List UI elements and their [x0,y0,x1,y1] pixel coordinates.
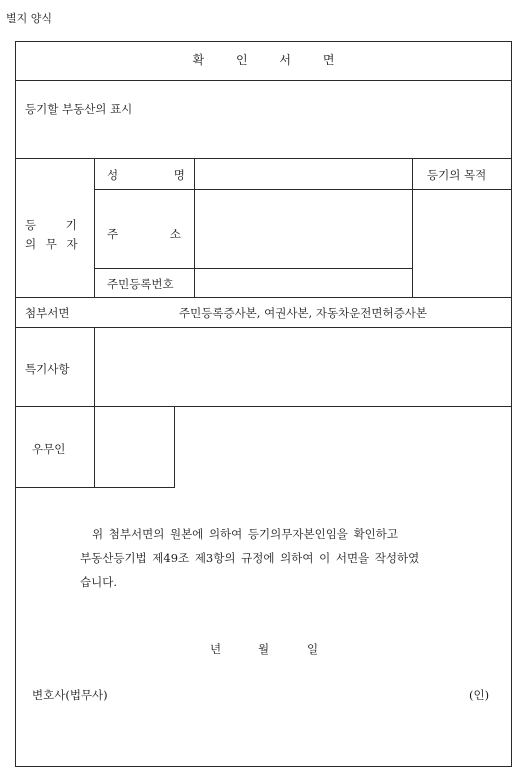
col-divider-field [194,158,195,297]
form-border-top [15,41,512,42]
obligor-label-line2: 의 무 자 [25,237,78,251]
id-number-field[interactable] [196,270,411,296]
statement-line-2: 부동산등기법 제49조 제3항의 규정에 의하여 이 서면을 작성하였 [80,551,420,565]
col-divider-label-lower [94,327,95,488]
form-title: 확 인 서 면 [192,53,335,67]
name-field[interactable] [196,160,411,188]
registration-purpose-label: 등기의 목적 [427,168,487,182]
col-divider-purpose [412,158,413,297]
registration-purpose-field[interactable] [414,191,510,296]
form-border-right [511,41,512,767]
date-month: 월 [258,642,270,656]
divider-property [15,158,512,159]
divider-title [15,80,512,81]
address-label: 주 소 [107,227,181,241]
date-year: 년 [210,642,222,656]
statement-line-1: 위 첨부서면의 원본에 의하여 등기의무자본인임을 확인하고 [92,527,398,541]
form-border-left [15,41,16,767]
id-number-label: 주민등록번호 [107,277,174,291]
attachments-value: 주민등록증사본, 여권사본, 자동차운전면허증사본 [179,306,427,320]
divider-thumbprint [15,487,175,488]
seal-label: (인) [469,688,490,702]
divider-name-row [94,189,512,190]
thumbprint-label: 우무인 [32,442,66,456]
thumbprint-box[interactable] [96,408,173,486]
divider-obligor [15,297,512,298]
col-divider-thumbprint [174,406,175,488]
divider-attachments [15,327,512,328]
signature-area[interactable] [130,682,460,706]
name-label: 성 명 [107,168,185,182]
obligor-label-line1: 등 기 [25,218,77,232]
form-border-bottom [15,766,512,767]
address-field[interactable] [196,191,411,267]
statement-line-3: 습니다. [80,575,117,589]
form-attachment-label: 별지 양식 [6,12,53,25]
divider-address-row [94,268,413,269]
attachments-label: 첨부서면 [25,306,70,320]
col-divider-label [94,158,95,297]
signer-label: 변호사(법무사) [32,688,108,702]
divider-special-notes [15,406,512,407]
special-notes-label: 특기사항 [25,362,70,376]
property-description-label: 등기할 부동산의 표시 [25,102,133,116]
special-notes-field[interactable] [96,329,510,405]
date-day: 일 [307,642,319,656]
